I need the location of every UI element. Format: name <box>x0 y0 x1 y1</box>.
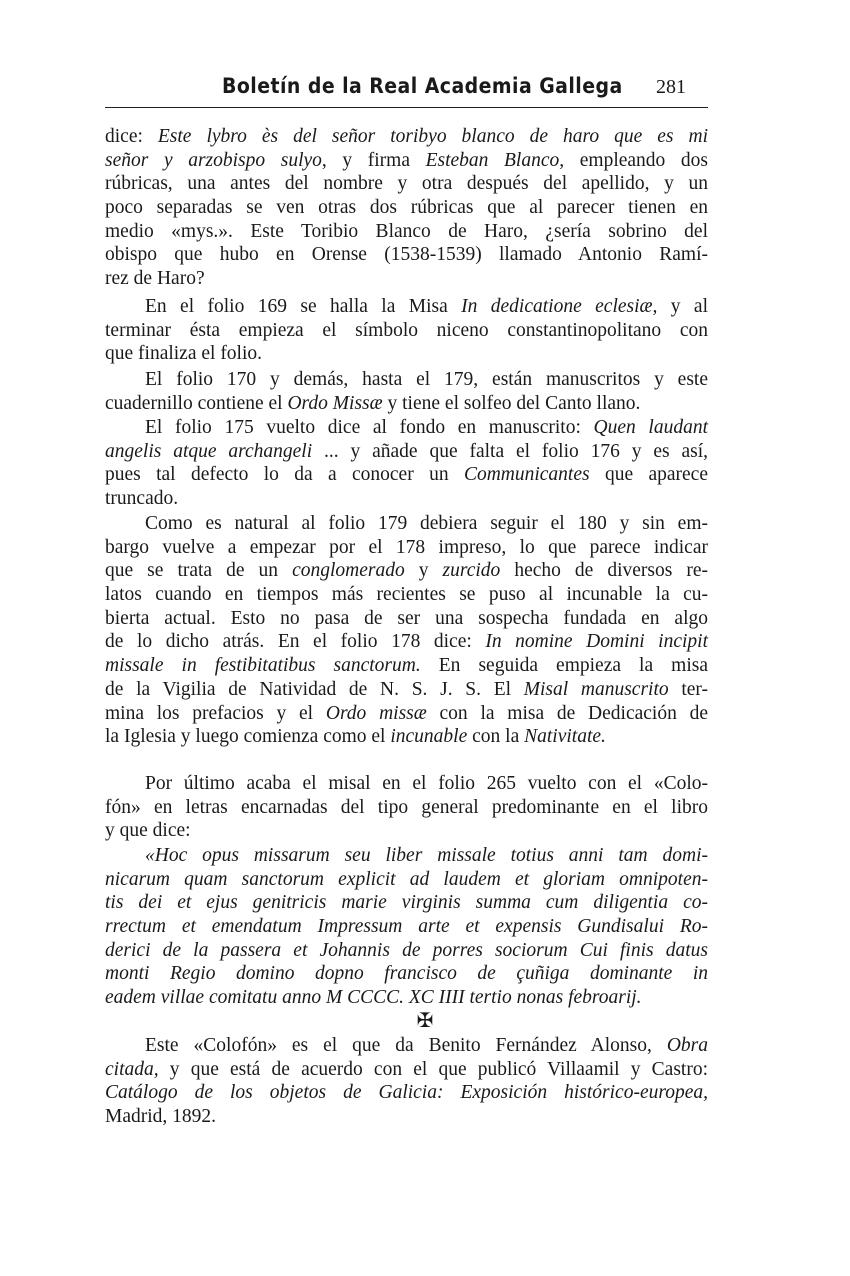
text-line <box>105 342 708 366</box>
text-line <box>105 196 708 220</box>
text-line <box>105 319 708 343</box>
text-line <box>105 243 708 267</box>
text-run: Por último acaba el misal en el folio 265 vuelto con el «Colo- <box>145 773 708 794</box>
italic-text-run: Esteban Blanco, <box>425 149 565 171</box>
text-line <box>105 583 708 607</box>
text-run: ter- <box>668 678 708 700</box>
italic-text-run: derici de la passera et Johannis de porres sociorum Cui finis datus <box>105 939 708 961</box>
italic-text-run: angelis atque archangeli <box>105 440 313 462</box>
italic-text-run: citada, <box>105 1058 159 1080</box>
paragraph <box>105 512 708 749</box>
text-run: que aparece <box>589 464 708 486</box>
text-line <box>105 630 708 654</box>
italic-text-run: In dedicatione eclesiæ, <box>461 296 658 317</box>
italic-text-run: missale in festibitatibus sanctorum. <box>105 655 421 677</box>
italic-text-run: Nativitate. <box>524 726 606 748</box>
italic-text-run: señor y arzobispo sulyo <box>105 149 322 171</box>
text-run: rez de Haro? <box>105 268 205 290</box>
text-line <box>105 986 708 1010</box>
text-run: y que está de acuerdo con el que publicó Villaamil y Castro: <box>158 1058 708 1080</box>
italic-text-run: Misal manuscrito <box>523 678 669 700</box>
text-run: hecho de diversos re- <box>500 560 708 582</box>
italic-text-run: eadem villae comitatu anno M CCCC. XC IIII tertio nonas febroarij. <box>105 987 642 1009</box>
text-run: pues tal defecto lo da a conocer un <box>105 464 464 486</box>
header-rule <box>105 107 708 108</box>
text-line <box>105 891 708 915</box>
text-line <box>105 654 708 678</box>
text-line <box>105 868 708 892</box>
text-line <box>105 295 708 319</box>
text-run: y <box>404 560 443 582</box>
text-line <box>105 796 708 820</box>
italic-text-run: zurcido <box>442 560 501 582</box>
text-run: poco separadas se ven otras dos rúbricas que al parecer tienen en <box>105 197 708 219</box>
text-line <box>105 463 708 487</box>
text-line <box>105 172 708 196</box>
text-run: y tiene el solfeo del Canto llano. <box>382 392 641 414</box>
italic-text-run: Communicantes <box>463 464 590 486</box>
paragraph <box>105 368 708 415</box>
italic-text-run: tis dei et ejus genitricis marie virginis summa cum diligentia co- <box>105 892 708 914</box>
text-run: obispo que hubo en Orense (1538-1539) llamado Antonio Ramí- <box>105 244 708 266</box>
text-run: Madrid, 1892. <box>105 1106 217 1128</box>
italic-text-run: nicarum quam sanctorum explicit ad laudem et gloriam omnipoten- <box>105 868 708 890</box>
text-run: de la Vigilia de Natividad de N. S. J. S. El <box>105 678 524 700</box>
text-run: que se trata de un <box>105 560 293 582</box>
text-line <box>105 1105 708 1129</box>
text-run: Como es natural al folio 179 debiera seguir el 180 y sin em- <box>145 513 708 534</box>
text-run: y que dice: <box>105 820 191 842</box>
text-run: En seguida empieza la misa <box>420 655 708 677</box>
text-line <box>105 368 708 392</box>
italic-text-run: monti Regio domino dopno francisco de çuñiga dominante in <box>105 963 708 985</box>
text-line <box>105 1058 708 1082</box>
text-run: ... y añade que falta el folio 176 y es así, <box>312 440 708 462</box>
text-run: cuadernillo contiene el <box>105 392 288 414</box>
paragraph <box>105 125 708 291</box>
italic-text-run: Ordo missæ <box>325 702 427 724</box>
text-run: de lo dicho atrás. En el folio 178 dice: <box>105 631 486 653</box>
text-run: fón» en letras encarnadas del tipo general predominante en el libro <box>105 796 708 818</box>
page-number: 281 <box>656 76 686 98</box>
paragraph <box>105 772 708 843</box>
text-line <box>105 939 708 963</box>
text-line <box>105 915 708 939</box>
paragraph <box>105 295 708 366</box>
text-run: truncado. <box>105 488 179 510</box>
text-line <box>105 125 708 149</box>
text-run: dice: <box>105 126 158 147</box>
text-run: El folio 170 y demás, hasta el 179, están manuscritos y este <box>145 369 708 390</box>
italic-text-run: incunable <box>390 726 468 748</box>
text-line <box>105 220 708 244</box>
text-line <box>105 962 708 986</box>
text-line <box>105 416 708 440</box>
text-run: En el folio 169 se halla la Misa <box>145 296 462 317</box>
text-run: medio «mys.». Este Toribio Blanco de Haro, ¿sería sobrino del <box>105 220 708 242</box>
text-line <box>105 772 708 796</box>
text-run: bargo vuelve a empezar por el 178 impreso, lo que parece indicar <box>105 536 708 558</box>
text-line <box>105 1034 708 1058</box>
text-line <box>105 267 708 291</box>
italic-text-run: Quen laudant <box>593 417 708 438</box>
paragraph <box>105 416 708 511</box>
paragraph <box>105 844 708 1010</box>
italic-text-run: Este lybro ès del señor toribyo blanco de haro que es mi <box>157 126 708 147</box>
text-line <box>105 536 708 560</box>
text-line <box>105 725 708 749</box>
text-line <box>105 512 708 536</box>
text-line <box>105 607 708 631</box>
text-run: empleando dos <box>564 149 708 171</box>
italic-text-run: Obra <box>666 1035 708 1056</box>
text-run: El folio 175 vuelto dice al fondo en manuscrito: <box>145 417 594 438</box>
journal-title: Boletín de la Real Academia Gallega <box>222 74 623 98</box>
text-line <box>105 559 708 583</box>
text-run: bierta actual. Esto no pasa de ser una sospecha fundada en algo <box>105 607 708 629</box>
italic-text-run: conglomerado <box>292 560 405 582</box>
italic-text-run: rrectum et emendatum Impressum arte et expensis Gundisalui Ro- <box>105 916 708 938</box>
text-run: , y firma <box>321 149 426 171</box>
text-run: rúbricas, una antes del nombre y otra después del apellido, y un <box>105 173 708 195</box>
text-line <box>105 678 708 702</box>
text-line <box>105 819 708 843</box>
text-run: la Iglesia y luego comienza como el <box>105 726 391 748</box>
text-line <box>105 487 708 511</box>
text-line <box>105 440 708 464</box>
text-line <box>105 702 708 726</box>
text-run: y al <box>657 296 709 317</box>
italic-text-run: Ordo Missæ <box>287 392 383 414</box>
text-run: Este «Colofón» es el que da Benito Fernández Alonso, <box>145 1035 667 1056</box>
italic-text-run: In nomine Domini incipit <box>485 631 708 653</box>
italic-text-run: Catálogo de los objetos de Galicia: Exposición histórico-europea, <box>105 1082 708 1104</box>
text-run: que finaliza el folio. <box>105 343 263 365</box>
text-line <box>105 149 708 173</box>
paragraph <box>105 1034 708 1129</box>
text-line <box>105 844 708 868</box>
italic-text-run: «Hoc opus missarum seu liber missale totius anni tam domi- <box>145 845 708 866</box>
text-line <box>105 1081 708 1105</box>
text-run: terminar ésta empieza el símbolo niceno constantinopolitano con <box>105 319 708 341</box>
cross-divider-icon: ✠ <box>416 1010 434 1032</box>
text-line <box>105 392 708 416</box>
text-run: mina los prefacios y el <box>105 702 326 724</box>
text-run: latos cuando en tiempos más recientes se puso al incunable la cu- <box>105 584 708 606</box>
text-run: con la misa de Dedicación de <box>426 702 709 724</box>
text-run: con la <box>467 726 525 748</box>
